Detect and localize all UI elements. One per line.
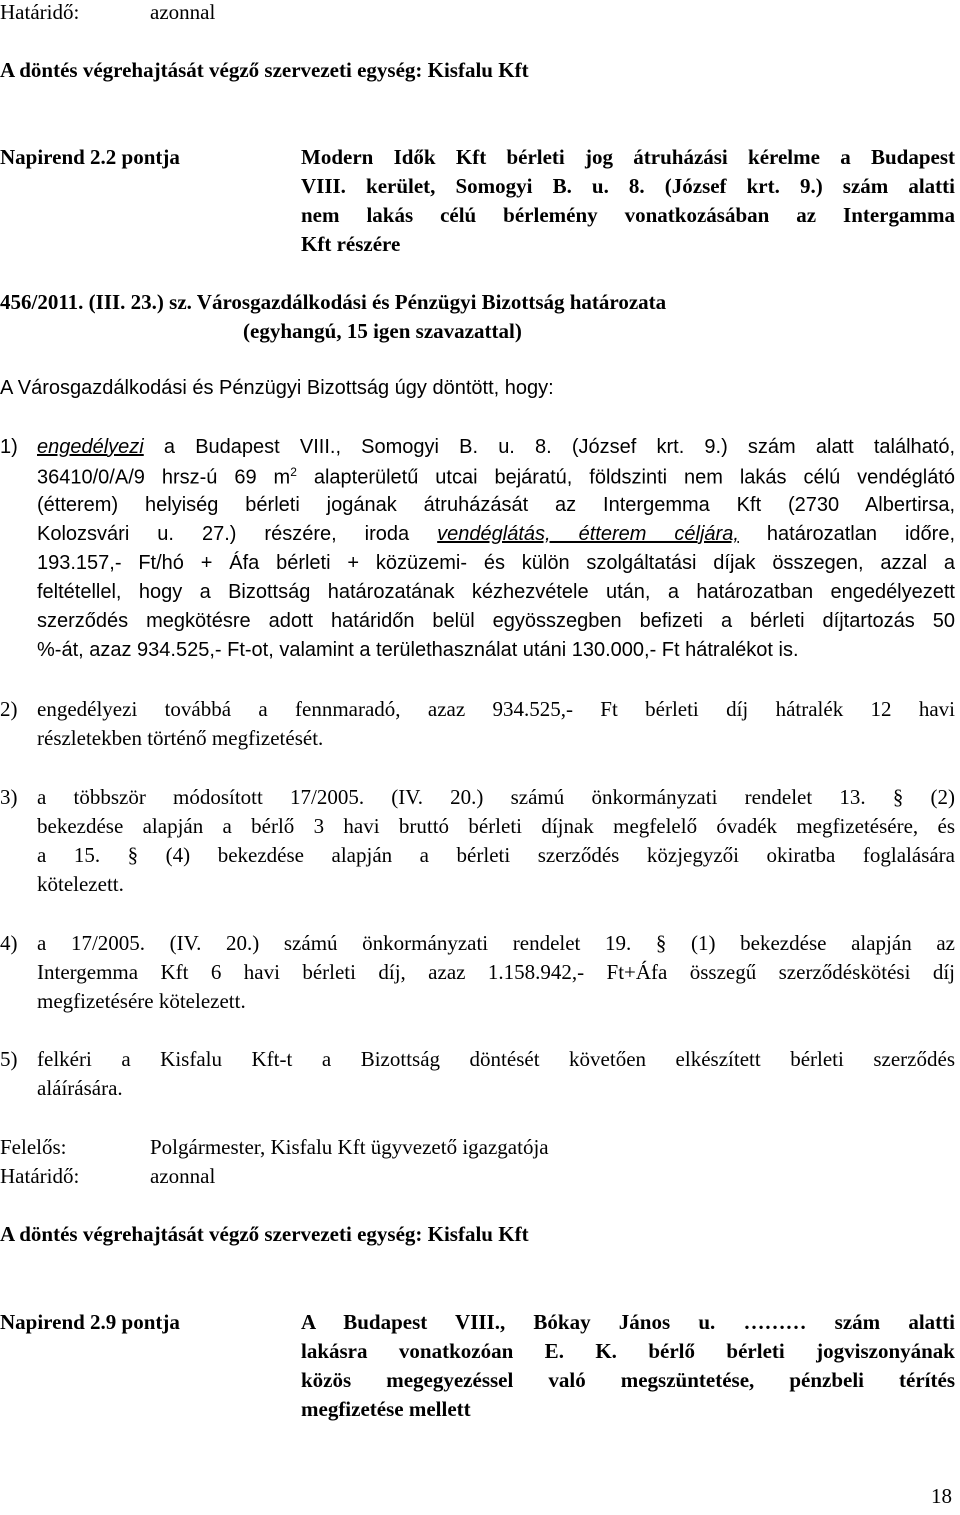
item-line: kötelezett. [37,872,124,896]
item-line: aláírására. [37,1076,123,1100]
item-line: engedélyezi továbbá a fennmaradó, azaz 934.525,- Ft bérleti díj hátralék 12 havi [37,697,955,721]
item-line: feltétellel, hogy a Bizottság határozatának kézhezvétele után, a határozatban engedélyezett [37,581,955,603]
item-line [37,436,955,459]
item-line-text: 36410/0/A/9 hrsz-ú 69 m [37,466,291,489]
item-line: bekezdése alapján a bérlő 3 havi bruttó bérleti díjnak megfelelő óvadék megfizetésére, és [37,814,955,838]
rental-purpose: vendéglátás, étterem céljára, [437,523,739,545]
deadline-label: Határidő: [0,1164,80,1188]
agenda-title-line: lakásra vonatkozóan E. K. bérlő bérleti jogviszonyának [301,1339,955,1363]
item-line: %-át, azaz 934.525,- Ft-ot, valamint a területhasználat utáni 130.000,- Ft hátralékot is. [37,639,799,661]
item-line-text: határozatlan időre, [766,523,956,545]
deadline-value: azonnal [150,1164,216,1188]
agenda-title-line: nem lakás célú bérlemény vonatkozásában az Intergamma [301,203,955,227]
item-line: a 17/2005. (IV. 20.) számú önkormányzati rendelet 19. § (1) bekezdése alapján az [37,931,955,955]
item-number: 4) [0,931,18,955]
item-number: 5) [0,1047,18,1071]
agenda-title-line: Modern Idők Kft bérleti jog átruházási kérelme a Budapest [301,145,955,169]
agenda-title-line: megfizetése mellett [301,1397,471,1421]
agenda-item-label: Napirend 2.9 pontja [0,1310,180,1334]
superscript: 2 [290,465,297,479]
agenda-item-label: Napirend 2.2 pontja [0,145,180,169]
item-line-text: alapterületű utcai bejáratú, földszinti nem lakás célú vendéglátó [313,466,955,489]
page-number: 18 [931,1484,952,1508]
item-line: 193.157,- Ft/hó + Áfa bérleti + közüzemi- és külön szolgáltatási díjak összegen, azzal a [37,552,955,574]
item-line: a többször módosított 17/2005. (IV. 20.) számú önkormányzati rendelet 13. § (2) [37,785,955,809]
resolution-heading: 456/2011. (III. 23.) sz. Városgazdálkodási és Pénzügyi Bizottság határozata [0,290,667,314]
executor-unit-heading: A döntés végrehajtását végző szervezeti egység: Kisfalu Kft [0,58,529,82]
item-number: 1) [0,436,18,458]
item-keyword: engedélyezi [37,436,144,458]
item-line: részletekben történő megfizetését. [37,726,324,750]
item-line: megfizetésére kötelezett. [37,989,246,1013]
agenda-title-line: Kft részére [301,232,401,256]
item-line-text: Kolozsvári u. 27.) részére, iroda [37,523,410,545]
deadline-value: azonnal [150,0,216,24]
item-line [37,523,955,546]
item-line: szerződés megkötésre adott határidőn belül egyösszegben befizeti a bérleti díjtartozás 50 [37,610,955,632]
executor-unit-heading: A döntés végrehajtását végző szervezeti egység: Kisfalu Kft [0,1222,529,1246]
responsible-label: Felelős: [0,1135,67,1159]
resolution-intro: A Városgazdálkodási és Pénzügyi Bizottság úgy döntött, hogy: [0,377,554,399]
resolution-vote: (egyhangú, 15 igen szavazattal) [243,319,522,343]
item-line: Intergemma Kft 6 havi bérleti díj, azaz 1.158.942,- Ft+Áfa összegű szerződéskötési díj [37,960,955,984]
item-number: 3) [0,785,18,809]
deadline-label: Határidő: [0,0,80,24]
item-line: felkéri a Kisfalu Kft-t a Bizottság döntését követően elkészített bérleti szerződés [37,1047,955,1071]
responsible-value: Polgármester, Kisfalu Kft ügyvezető igazgatója [150,1135,549,1159]
agenda-title-line: VIII. kerület, Somogyi B. u. 8. (József krt. 9.) szám alatti [301,174,955,198]
item-number: 2) [0,697,18,721]
item-line: (étterem) helyiség bérleti jogának átruházását az Intergemma Kft (2730 Albertirsa, [37,494,955,516]
agenda-title-line: A Budapest VIII., Bókay János u. ……… szám alatti [301,1310,955,1334]
agenda-title-line: közös megegyezéssel való megszüntetése, pénzbeli térítés [301,1368,955,1392]
item-line: a 15. § (4) bekezdése alapján a bérleti szerződés közjegyzői okiratba foglalására [37,843,955,867]
item-line [37,465,955,490]
item-line-text: a Budapest VIII., Somogyi B. u. 8. (József krt. 9.) szám alatt található, [163,436,956,458]
